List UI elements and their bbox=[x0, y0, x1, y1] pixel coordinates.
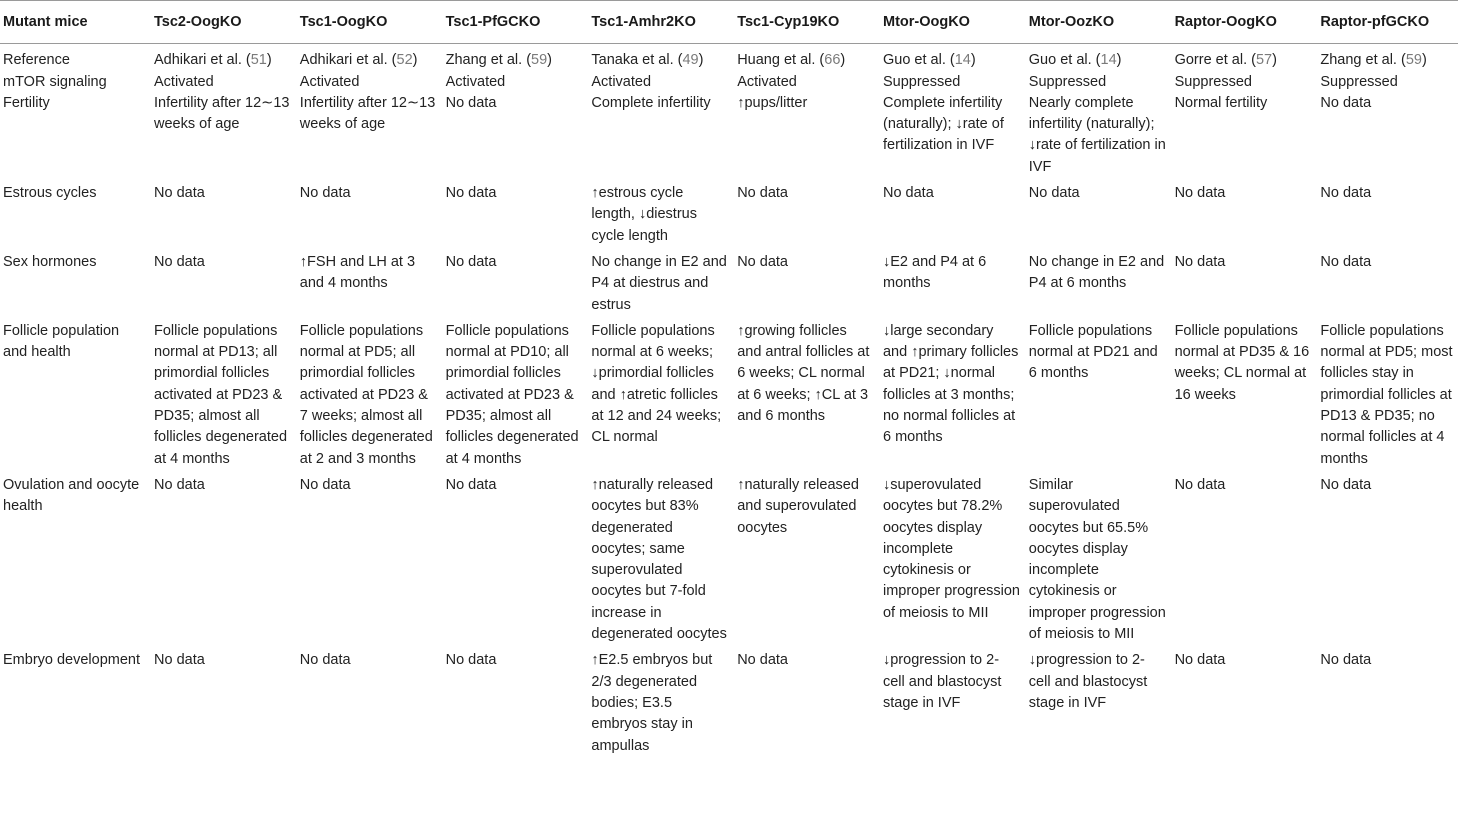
ref-link[interactable]: 49 bbox=[682, 52, 699, 69]
ref-author: Guo et al. ( bbox=[882, 52, 955, 69]
table-row bbox=[0, 470, 1458, 645]
table-cell: Suppressed bbox=[1028, 73, 1107, 90]
ref-close: ) bbox=[698, 52, 704, 69]
row-label: Sex hormones bbox=[3, 253, 97, 270]
table-cell: Suppressed bbox=[1320, 73, 1398, 90]
ref-link[interactable]: 66 bbox=[824, 52, 841, 69]
reference-cell bbox=[1316, 44, 1458, 72]
header-cell: Tsc1-Cyp19KO bbox=[733, 1, 879, 44]
table-cell: ↑estrous cycle length, ↓diestrus cycle length bbox=[591, 185, 697, 244]
ref-author: Huang et al. ( bbox=[737, 52, 825, 69]
header-cell: Tsc1-Amhr2KO bbox=[587, 1, 733, 44]
reference-cell bbox=[296, 44, 442, 72]
row-label: Reference bbox=[3, 52, 70, 69]
table-cell: No data bbox=[445, 652, 497, 669]
table-cell: ↑FSH and LH at 3 and 4 months bbox=[299, 253, 416, 292]
ref-author: Tanaka et al. ( bbox=[591, 52, 683, 69]
table-cell: Suppressed bbox=[882, 73, 961, 90]
table-cell: Activated bbox=[445, 73, 506, 90]
table-row bbox=[0, 247, 1458, 316]
header-cell: Tsc1-OogKO bbox=[296, 1, 442, 44]
ref-close: ) bbox=[970, 52, 976, 69]
header-cell: Mutant mice bbox=[0, 1, 150, 44]
ref-close: ) bbox=[1272, 52, 1277, 69]
table-cell: ↓progression to 2-cell and blastocyst stage in IVF bbox=[882, 652, 1002, 711]
table-cell: Follicle populations normal at PD10; all primordial follicles activated at PD23 & PD35; almost all follicles degenerated at 4 months bbox=[445, 322, 579, 467]
table-cell: No data bbox=[1028, 185, 1080, 202]
ref-close: ) bbox=[840, 52, 846, 69]
ref-author: Guo et al. ( bbox=[1028, 52, 1101, 69]
ref-link[interactable]: 52 bbox=[396, 52, 413, 69]
ref-author: Adhikari et al. ( bbox=[154, 52, 251, 69]
table-cell: No data bbox=[445, 253, 497, 270]
table-cell: No data bbox=[154, 476, 205, 493]
ref-close: ) bbox=[266, 52, 272, 69]
header-cell: Raptor-pfGCKO bbox=[1316, 1, 1458, 44]
table-cell: No data bbox=[154, 652, 205, 669]
table-cell: ↓superovulated oocytes but 78.2% oocytes display incomplete cytokinesis or improper progression of meiosis to MII bbox=[882, 476, 1020, 621]
table-cell: Similar superovulated oocytes but 65.5% oocytes display incomplete cytokinesis or improper progression of meiosis to MII bbox=[1028, 476, 1166, 643]
table-cell: Suppressed bbox=[1174, 73, 1252, 90]
reference-row bbox=[0, 44, 1458, 72]
table-cell: ↑growing follicles and antral follicles at 6 weeks; CL normal at 6 weeks; ↑CL at 3 and 6 months bbox=[737, 322, 870, 425]
reference-cell bbox=[879, 44, 1025, 72]
table-row bbox=[0, 178, 1458, 247]
ref-author: Gorre et al. ( bbox=[1174, 52, 1256, 69]
table-cell: No data bbox=[1320, 253, 1372, 270]
ref-author: Zhang et al. ( bbox=[1320, 52, 1406, 69]
table-cell: ↓large secondary and ↑primary follicles at PD21; ↓normal follicles at 3 months; no normal follicles at 6 months bbox=[882, 322, 1019, 446]
table-row bbox=[0, 316, 1458, 470]
reference-cell bbox=[150, 44, 296, 72]
ref-close: ) bbox=[547, 52, 553, 69]
table-cell: ↑naturally released and superovulated oocytes bbox=[737, 476, 859, 536]
table-cell: Normal fertility bbox=[1174, 94, 1268, 111]
ref-link[interactable]: 51 bbox=[250, 52, 267, 69]
row-label: Fertility bbox=[3, 94, 50, 111]
ref-close: ) bbox=[412, 52, 418, 69]
table-cell: No data bbox=[1320, 476, 1372, 493]
table-cell: Activated bbox=[299, 73, 360, 90]
table-cell: No data bbox=[737, 652, 788, 669]
table-cell: No data bbox=[882, 185, 934, 202]
table-cell: No data bbox=[737, 185, 788, 202]
header-cell: Mtor-OogKO bbox=[879, 1, 1025, 44]
reference-cell bbox=[1025, 44, 1171, 72]
table-cell: No data bbox=[445, 94, 497, 111]
table-cell: No data bbox=[1320, 185, 1372, 202]
table-cell: Complete infertility bbox=[591, 94, 711, 111]
ref-close: ) bbox=[1116, 52, 1122, 69]
table-cell: No data bbox=[299, 185, 351, 202]
table-cell: ↓E2 and P4 at 6 months bbox=[882, 253, 987, 292]
table-cell: Infertility after 12∼13 weeks of age bbox=[299, 94, 436, 133]
table-cell: No change in E2 and P4 at diestrus and estrus bbox=[591, 253, 727, 313]
table-cell: Follicle populations normal at PD5; most follicles stay in primordial follicles at PD13 & PD35; no normal follicles at 4 months bbox=[1320, 322, 1453, 467]
table-cell: No data bbox=[1174, 185, 1226, 202]
header-cell: Tsc2-OogKO bbox=[150, 1, 296, 44]
table-cell: No change in E2 and P4 at 6 months bbox=[1028, 253, 1165, 292]
table-cell: Complete infertility (naturally); ↓rate of fertilization in IVF bbox=[882, 94, 1004, 154]
ref-link[interactable]: 59 bbox=[531, 52, 548, 69]
table-cell: No data bbox=[299, 476, 351, 493]
table-cell: Activated bbox=[154, 73, 214, 90]
table-cell: Activated bbox=[737, 73, 797, 90]
table-cell: ↑naturally released oocytes but 83% degenerated oocytes; same superovulated oocytes but 7-fold increase in degenerated oocytes bbox=[591, 476, 727, 643]
table-row bbox=[0, 645, 1458, 758]
reference-cell bbox=[587, 44, 733, 72]
table-row bbox=[0, 93, 1458, 178]
table-cell: No data bbox=[1174, 652, 1226, 669]
table-cell: No data bbox=[299, 652, 351, 669]
table-cell: No data bbox=[445, 185, 497, 202]
header-cell: Raptor-OogKO bbox=[1171, 1, 1317, 44]
table-row bbox=[0, 72, 1458, 93]
table-cell: Nearly complete infertility (naturally); ↓rate of fertilization in IVF bbox=[1028, 94, 1166, 175]
header-cell: Tsc1-PfGCKO bbox=[442, 1, 588, 44]
ref-link[interactable]: 57 bbox=[1255, 52, 1273, 69]
row-label: Ovulation and oocyte health bbox=[3, 476, 140, 515]
ref-close: ) bbox=[1421, 52, 1427, 69]
table-cell: ↓progression to 2-cell and blastocyst stage in IVF bbox=[1028, 652, 1148, 711]
ref-link[interactable]: 59 bbox=[1405, 52, 1422, 69]
table-cell: ↑pups/litter bbox=[737, 94, 808, 111]
table-cell: Follicle populations normal at PD5; all primordial follicles activated at PD23 & 7 weeks; almost all follicles degenerated at 2 and 3 months bbox=[299, 322, 433, 467]
table-cell: No data bbox=[154, 253, 205, 270]
reference-cell bbox=[442, 44, 588, 72]
table-cell: No data bbox=[1174, 476, 1226, 493]
table-cell: No data bbox=[1174, 253, 1226, 270]
row-label: Estrous cycles bbox=[3, 185, 97, 202]
row-label: mTOR signaling bbox=[3, 73, 107, 90]
table-cell: No data bbox=[1320, 652, 1372, 669]
table-cell: No data bbox=[1320, 94, 1372, 111]
table-cell: Follicle populations normal at 6 weeks; ↓primordial follicles and ↑atretic follicles at 12 and 24 weeks; CL normal bbox=[591, 322, 722, 446]
ref-author: Zhang et al. ( bbox=[445, 52, 532, 69]
header-cell: Mtor-OozKO bbox=[1025, 1, 1171, 44]
ref-link[interactable]: 14 bbox=[1100, 52, 1117, 69]
table-cell: No data bbox=[445, 476, 497, 493]
table-cell: No data bbox=[737, 253, 788, 270]
table-cell: Follicle populations normal at PD13; all primordial follicles activated at PD23 & PD35; almost all follicles degenerated at 4 months bbox=[154, 322, 288, 467]
table-cell: Follicle populations normal at PD35 & 16 weeks; CL normal at 16 weeks bbox=[1174, 322, 1310, 403]
ref-link[interactable]: 14 bbox=[954, 52, 971, 69]
header-row bbox=[0, 1, 1458, 44]
row-label: Follicle population and health bbox=[3, 322, 120, 361]
table-cell: Follicle populations normal at PD21 and 6 months bbox=[1028, 322, 1158, 382]
reference-cell bbox=[1171, 44, 1317, 72]
table-cell: No data bbox=[154, 185, 205, 202]
table-cell: ↑E2.5 embryos but 2/3 degenerated bodies; E3.5 embryos stay in ampullas bbox=[591, 652, 713, 754]
table-cell: Activated bbox=[591, 73, 652, 90]
row-label: Embryo development bbox=[3, 652, 141, 669]
table-cell: Infertility after 12∼13 weeks of age bbox=[154, 94, 290, 133]
ref-author: Adhikari et al. ( bbox=[299, 52, 397, 69]
reference-cell bbox=[733, 44, 879, 72]
